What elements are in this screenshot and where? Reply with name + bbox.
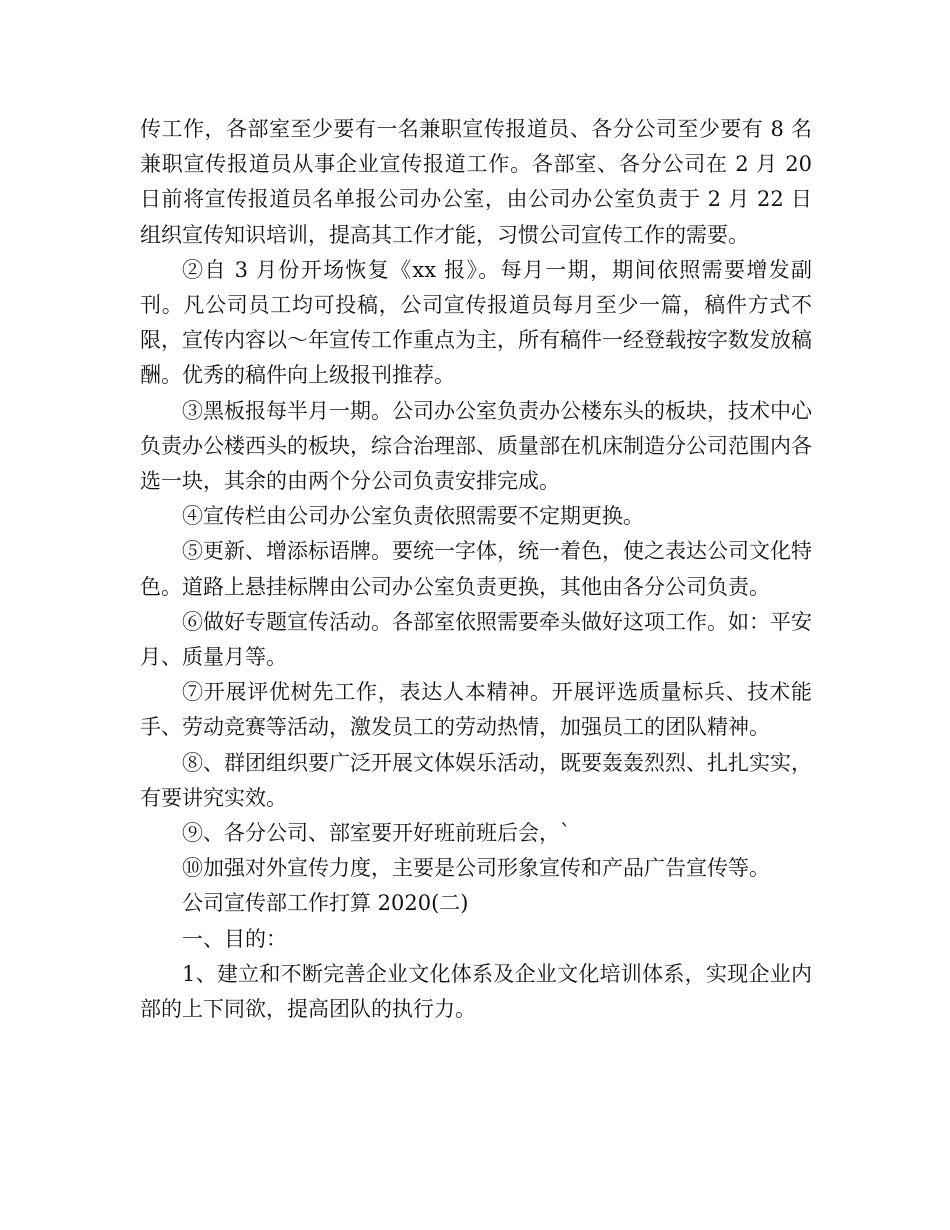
- paragraph-purpose-1: 1、建立和不断完善企业文化体系及企业文化培训体系，实现企业内部的上下同欲，提高团队的执行力。: [140, 961, 812, 1022]
- subsection-heading: 一、目的：: [182, 926, 287, 951]
- section-heading: 公司宣传部工作打算 2020(二): [182, 891, 469, 916]
- paragraph-item-7: ⑦开展评优树先工作，表达人本精神。开展评选质量标兵、技术能手、劳动竞赛等活动，激发员工的劳动热情，加强员工的团队精神。: [140, 680, 812, 740]
- paragraph-item-3: ③黑板报每半月一期。公司办公室负责办公楼东头的板块，技术中心负责办公楼西头的板块，综合治理部、质量部在机床制造分公司范围内各选一块，其余的由两个分公司负责安排完成。: [140, 398, 812, 494]
- paragraph-item-10: ⑩加强对外宣传力度，主要是公司形象宣传和产品广告宣传等。: [182, 856, 770, 881]
- paragraph-continuation: 传工作，各部室至少要有一名兼职宣传报道员、各分公司至少要有 8 名兼职宣传报道员从事企业宣传报道工作。各部室、各分公司在 2 月 20 日前将宣传报道员名单报公司办公室，由公司办公室负责于 2 月 22 日组织宣传知识培训，提高其工作才能，习惯公司宣传工作的需要。: [140, 117, 812, 247]
- paragraph-item-2: ②自 3 月份开场恢复《xx 报》。每月一期，期间依照需要增发副刊。凡公司员工均可投稿，公司宣传报道员每月至少一篇，稿件方式不限，宣传内容以～年宣传工作重点为主，所有稿件一经登载按字数发放稿酬。优秀的稿件向上级报刊推荐。: [140, 257, 812, 388]
- paragraph-item-8: ⑧、群团组织要广泛开展文体娱乐活动，既要轰轰烈烈、扎扎实实，有要讲究实效。: [140, 750, 812, 810]
- paragraph-item-5: ⑤更新、增添标语牌。要统一字体，统一着色，使之表达公司文化特色。道路上悬挂标牌由公司办公室负责更换，其他由各分公司负责。: [140, 539, 812, 599]
- document-body: [140, 112, 812, 1027]
- paragraph-item-9: ⑨、各分公司、部室要开好班前班后会，`: [182, 821, 571, 846]
- paragraph-item-6: ⑥做好专题宣传活动。各部室依照需要牵头做好这项工作。如：平安月、质量月等。: [140, 609, 812, 670]
- paragraph-item-4: ④宣传栏由公司办公室负责依照需要不定期更换。: [182, 504, 644, 529]
